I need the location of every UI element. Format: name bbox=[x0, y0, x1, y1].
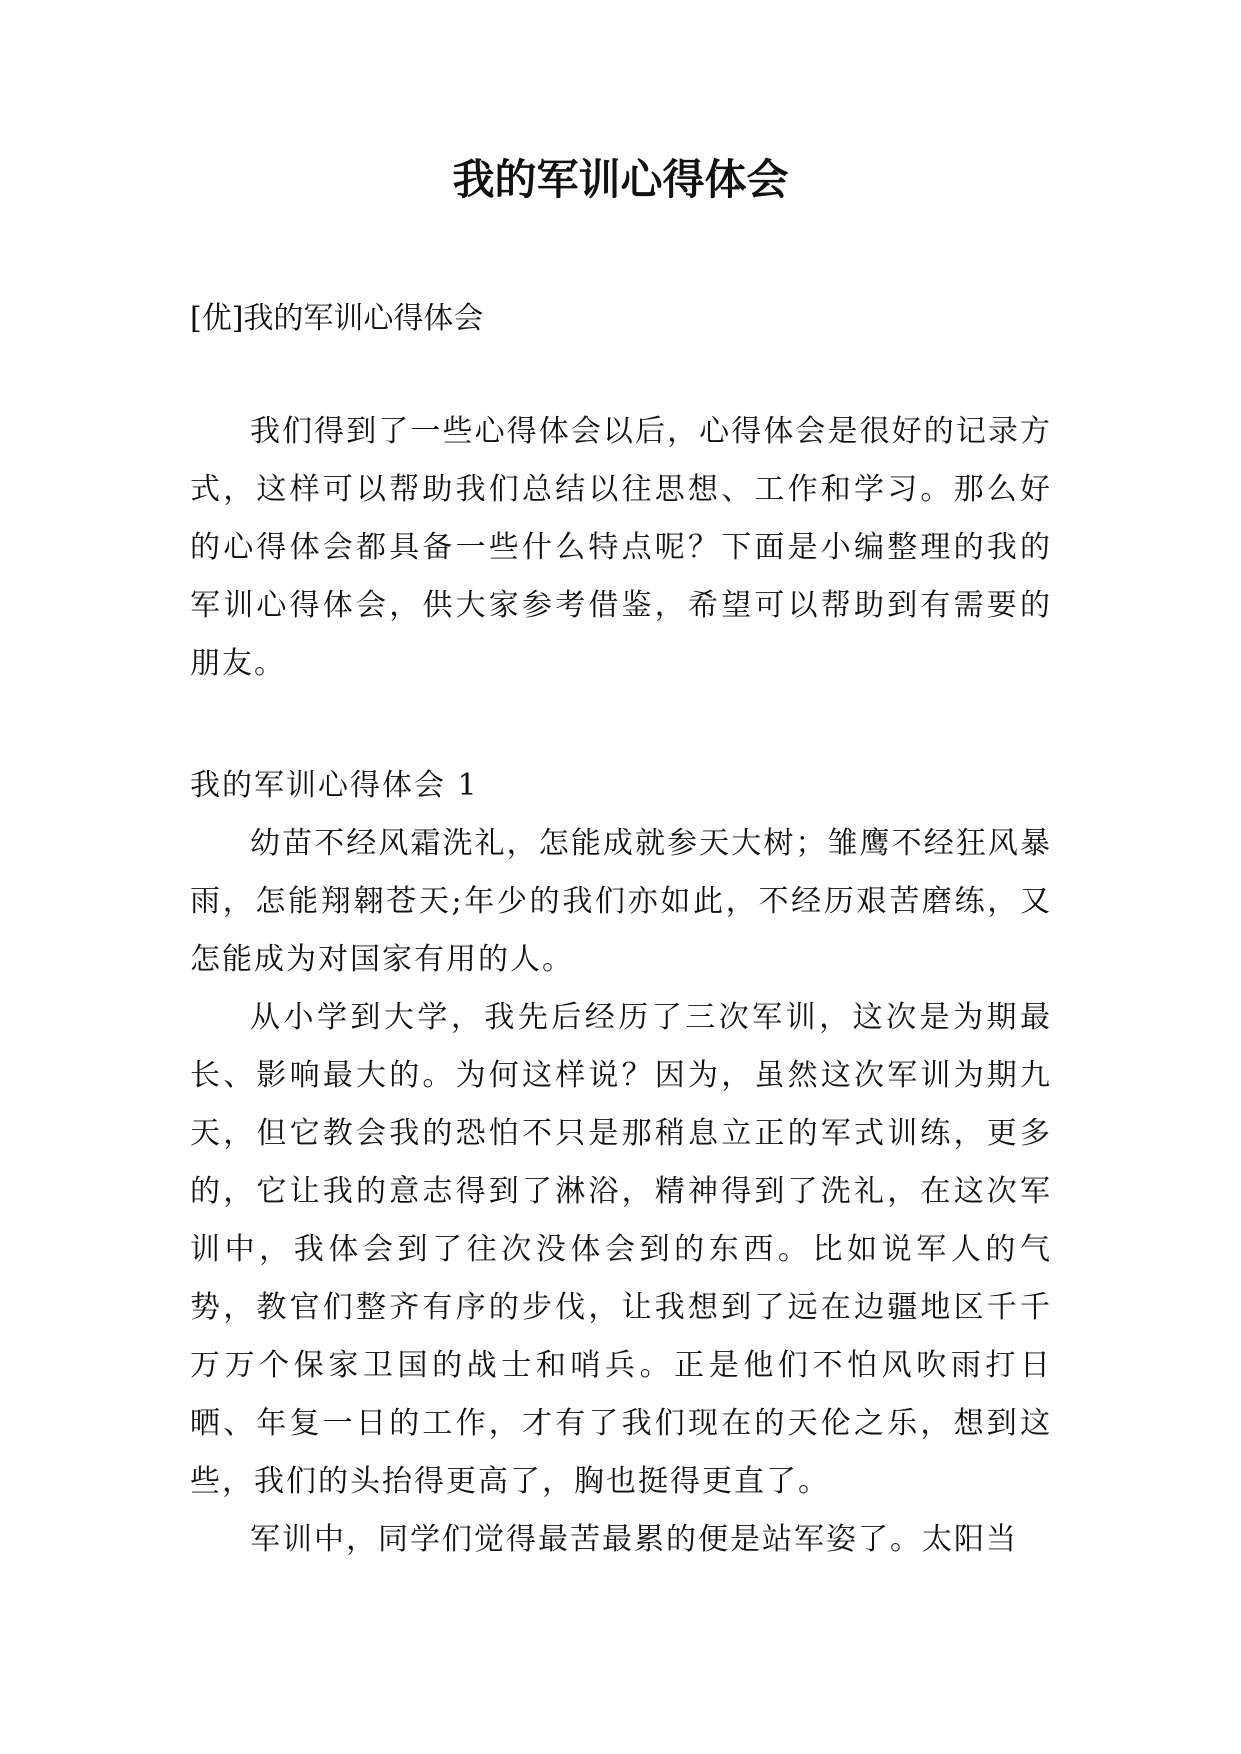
intro-paragraph: 我们得到了一些心得体会以后，心得体会是很好的记录方式，这样可以帮助我们总结以往思想、工作和学习。那么好的心得体会都具备一些什么特点呢？下面是小编整理的我的军训心得体会，供大家参考借鉴，希望可以帮助到有需要的朋友。 bbox=[190, 414, 1052, 681]
paragraph: 幼苗不经风霜洗礼，怎能成就参天大树；雏鹰不经狂风暴雨，怎能翔翱苍天;年少的我们亦如此，不经历艰苦磨练，又怎能成为对国家有用的人。 bbox=[190, 826, 1052, 977]
paragraph: 从小学到大学，我先后经历了三次军训，这次是为期最长、影响最大的。为何这样说？因为，虽然这次军训为期九天，但它教会我的恐怕不只是那稍息立正的军式训练，更多的，它让我的意志得到了淋浴，精神得到了洗礼，在这次军训中，我体会到了往次没体会到的东西。比如说军人的气势，教官们整齐有序的步伐，让我想到了远在边疆地区千千万万个保家卫国的战士和哨兵。正是他们不怕风吹雨打日晒、年复一日的工作，才有了我们现在的天伦之乐，想到这些，我们的头抬得更高了，胸也挺得更直了。 bbox=[190, 1000, 1052, 1499]
paragraph: 军训中，同学们觉得最苦最累的便是站军姿了。太阳当 bbox=[250, 1522, 1018, 1557]
document-subtitle: [优]我的军训心得体会 bbox=[190, 301, 484, 336]
intro-block bbox=[190, 403, 1052, 693]
document-title: 我的军训心得体会 bbox=[452, 155, 789, 204]
section-heading: 我的军训心得体会 1 bbox=[190, 768, 479, 803]
section-1 bbox=[190, 757, 1052, 1569]
